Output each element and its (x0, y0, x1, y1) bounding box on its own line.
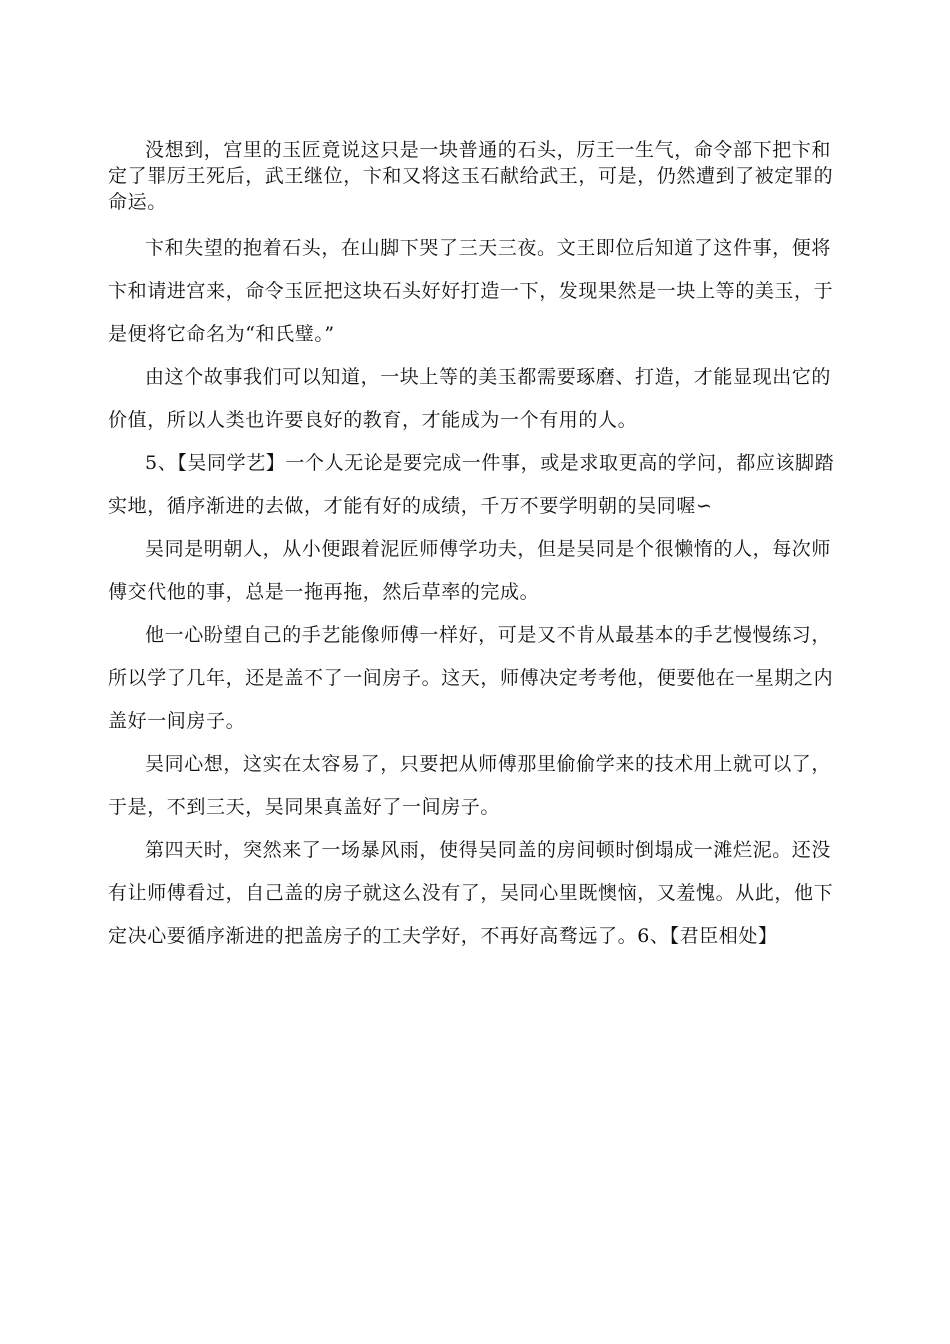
paragraph-7: 吴同心想，这实在太容易了，只要把从师傅那里偷偷学来的技术用上就可以了，于是，不到三天，吴同果真盖好了一间房子。 (108, 753, 832, 818)
paragraph-4: 5、【吴同学艺】一个人无论是要完成一件事，或是求取更高的学问，都应该脚踏实地，循序渐进的去做，才能有好的成绩，千万不要学明朝的吴同喔∽ (108, 452, 835, 517)
document-page (108, 137, 848, 958)
paragraph-5: 吴同是明朝人，从小便跟着泥匠师傅学功夫，但是吴同是个很懒惰的人，每次师傅交代他的事，总是一拖再拖，然后草率的完成。 (108, 538, 832, 603)
paragraph-6: 他一心盼望自己的手艺能像师傅一样好，可是又不肯从最基本的手艺慢慢练习，所以学了几年，还是盖不了一间房子。这天，师傅决定考考他，便要他在一星期之内盖好一间房子。 (108, 624, 834, 732)
paragraph-3: 由这个故事我们可以知道，一块上等的美玉都需要琢磨、打造，才能显现出它的价值，所以人类也许要良好的教育，才能成为一个有用的人。 (108, 366, 832, 431)
paragraph-2: 卞和失望的抱着石头，在山脚下哭了三天三夜。文王即位后知道了这件事，便将卞和请进宫来，命令玉匠把这块石头好好打造一下，发现果然是一块上等的美玉，于是便将它命名为“和氏璧。” (108, 237, 834, 345)
paragraph-8: 第四天时，突然来了一场暴风雨，使得吴同盖的房间顿时倒塌成一滩烂泥。还没有让师傅看过，自己盖的房子就这么没有了，吴同心里既懊恼，又羞愧。从此，他下定决心要循序渐进的把盖房子的工夫学好，不再好高骛远了。6、【君臣相处】 (108, 839, 834, 947)
paragraph-1: 没想到，宫里的玉匠竟说这只是一块普通的石头，厉王一生气，命令部下把卞和定了罪厉王死后，武王继位，卞和又将这玉石献给武王，可是，仍然遭到了被定罪的命运。 (108, 139, 834, 213)
